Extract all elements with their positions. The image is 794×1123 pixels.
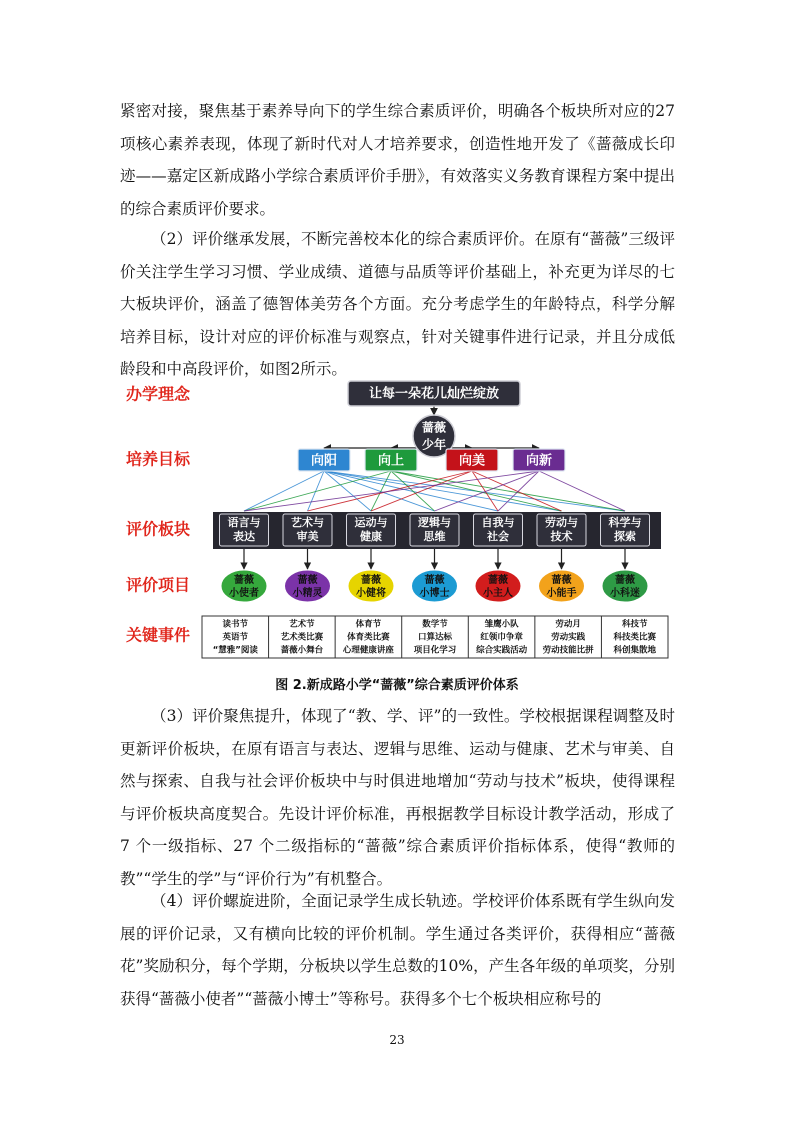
project-label: 蔷薇	[488, 575, 508, 586]
goal-label: 向美	[458, 453, 486, 469]
project-label: 蔷薇	[615, 575, 635, 586]
project-label: 小能手	[546, 588, 577, 599]
goal-module-link	[324, 471, 562, 511]
row-label: 评价项目	[125, 575, 191, 595]
row-label: 办学理念	[125, 384, 191, 404]
goal-label: 向阳	[310, 453, 338, 469]
goal-module-link	[371, 471, 472, 511]
event-item: 劳动月	[555, 619, 581, 630]
project-label: 蔷薇	[297, 575, 318, 586]
philosophy-text: 让每一朵花儿灿烂绽放	[368, 386, 500, 402]
row-label: 关键事件	[125, 625, 191, 645]
project-label: 蔷薇	[234, 575, 254, 586]
project-label: 蔷薇	[551, 575, 572, 586]
goal-module-link	[498, 471, 539, 511]
event-item: 蔷薇小舞台	[280, 645, 324, 656]
center-text: 少年	[421, 437, 447, 452]
project-label: 蔷薇	[361, 575, 381, 586]
project-label: 小主人	[483, 588, 513, 599]
event-item: 艺术类比赛	[280, 632, 324, 643]
evaluation-system-figure	[118, 378, 674, 666]
row-label: 培养目标	[125, 449, 191, 469]
goal-label: 向上	[377, 453, 405, 469]
project-label: 小博士	[419, 588, 450, 599]
event-item: 雏鹰小队	[484, 619, 519, 630]
figure-caption: 图 2.新成路小学“蔷薇”综合素质评价体系	[275, 678, 519, 693]
event-item: 项目化学习	[413, 645, 457, 656]
event-item: 读书节	[222, 619, 249, 630]
event-item: 劳动技能比拼	[542, 645, 594, 656]
project-label: 蔷薇	[424, 575, 445, 586]
event-item: 科创集散地	[613, 645, 656, 656]
module-label: 运动与	[354, 516, 388, 529]
event-item: 艺术节	[289, 619, 315, 630]
module-label: 自我与	[481, 516, 515, 529]
event-item: 体育类比赛	[347, 632, 390, 643]
goal-module-link	[244, 471, 324, 511]
event-item: 劳动实践	[551, 632, 586, 643]
event-item: 科技类比赛	[613, 632, 656, 643]
event-item: 数学节	[422, 619, 448, 630]
module-label: 技术	[550, 530, 573, 543]
module-label: 审美	[296, 530, 319, 543]
module-label: 表达	[233, 530, 255, 543]
module-label: 艺术与	[291, 516, 324, 529]
paragraph-1: 紧密对接，聚焦基于素养导向下的学生综合素质评价，明确各个板块所对应的27项核心素养表现，体现了新时代对人才培养要求，创造性地开发了《蔷薇成长印迹——嘉定区新成路小学综合素质评价手册》，有效落实义务教育课程方案中提出的综合素质评价要求。	[120, 102, 675, 218]
module-label: 探索	[614, 530, 636, 543]
goal-module-link	[244, 471, 539, 511]
row-label: 评价板块	[125, 519, 191, 539]
module-label: 科学与	[608, 516, 642, 529]
project-label: 小使者	[229, 588, 259, 599]
module-label: 劳动与	[545, 516, 578, 529]
event-item: 心理健康讲座	[342, 645, 394, 656]
module-label: 逻辑与	[418, 516, 451, 529]
paragraph-4: （4）评价螺旋进阶，全面记录学生成长轨迹。学校评价体系既有学生纵向发展的评价记录，又有横向比较的评价机制。学生通过各类评价，获得相应“蔷薇花”奖励积分，每个学期，分板块以学生总数的10%，产生各年级的单项奖，分别获得“蔷薇小使者”“蔷薇小博士”等称号。获得多个七个板块相应称号的	[120, 892, 675, 1008]
event-item: 口算达标	[417, 632, 453, 643]
page-number: 23	[389, 1033, 405, 1047]
goal-module-link	[391, 471, 625, 511]
event-item: 红领巾争章	[480, 632, 523, 643]
center-text: 蔷薇	[421, 420, 447, 435]
goal-module-link	[308, 471, 325, 511]
project-label: 小科迷	[610, 588, 640, 599]
paragraph-3: （3）评价聚焦提升，体现了“教、学、评”的一致性。学校根据课程调整及时更新评价板块，在原有语言与表达、逻辑与思维、运动与健康、艺术与审美、自然与探索、自我与社会评价板块中与时俱进地增加“劳动与技术”板块，使得课程与评价板块高度契合。先设计评价标准，再根据教学目标设计教学活动，形成了 7 个一级指标、27 个二级指标的“蔷薇”综合素质评价指标体系，使得“教师的教”“学生的学”与“评价行为”有机整合。	[120, 707, 675, 888]
module-label: 健康	[360, 530, 382, 543]
goal-label: 向新	[525, 453, 553, 469]
project-label: 小健将	[356, 588, 386, 599]
project-label: 小精灵	[292, 588, 323, 599]
event-item: 综合实践活动	[476, 645, 528, 656]
event-item: “慧雅”阅读	[212, 645, 258, 656]
module-label: 社会	[487, 530, 509, 543]
goal-module-link	[244, 471, 391, 511]
event-item: 英语节	[222, 632, 249, 643]
paragraph-2: （2）评价继承发展，不断完善校本化的综合素质评价。在原有“蔷薇”三级评价关注学生学习习惯、学业成绩、道德与品质等评价基础上，补充更为详尽的七大板块评价，涵盖了德智体美劳各个方面。充分考虑学生的年龄特点，科学分解培养目标，设计对应的评价标准与观察点，针对关键事件进行记录，并且分成低龄段和中高段评价，如图2所示。	[120, 230, 675, 378]
module-label: 思维	[423, 530, 446, 543]
event-item: 科技节	[621, 619, 648, 630]
event-item: 体育节	[355, 619, 382, 630]
module-label: 语言与	[227, 516, 261, 529]
